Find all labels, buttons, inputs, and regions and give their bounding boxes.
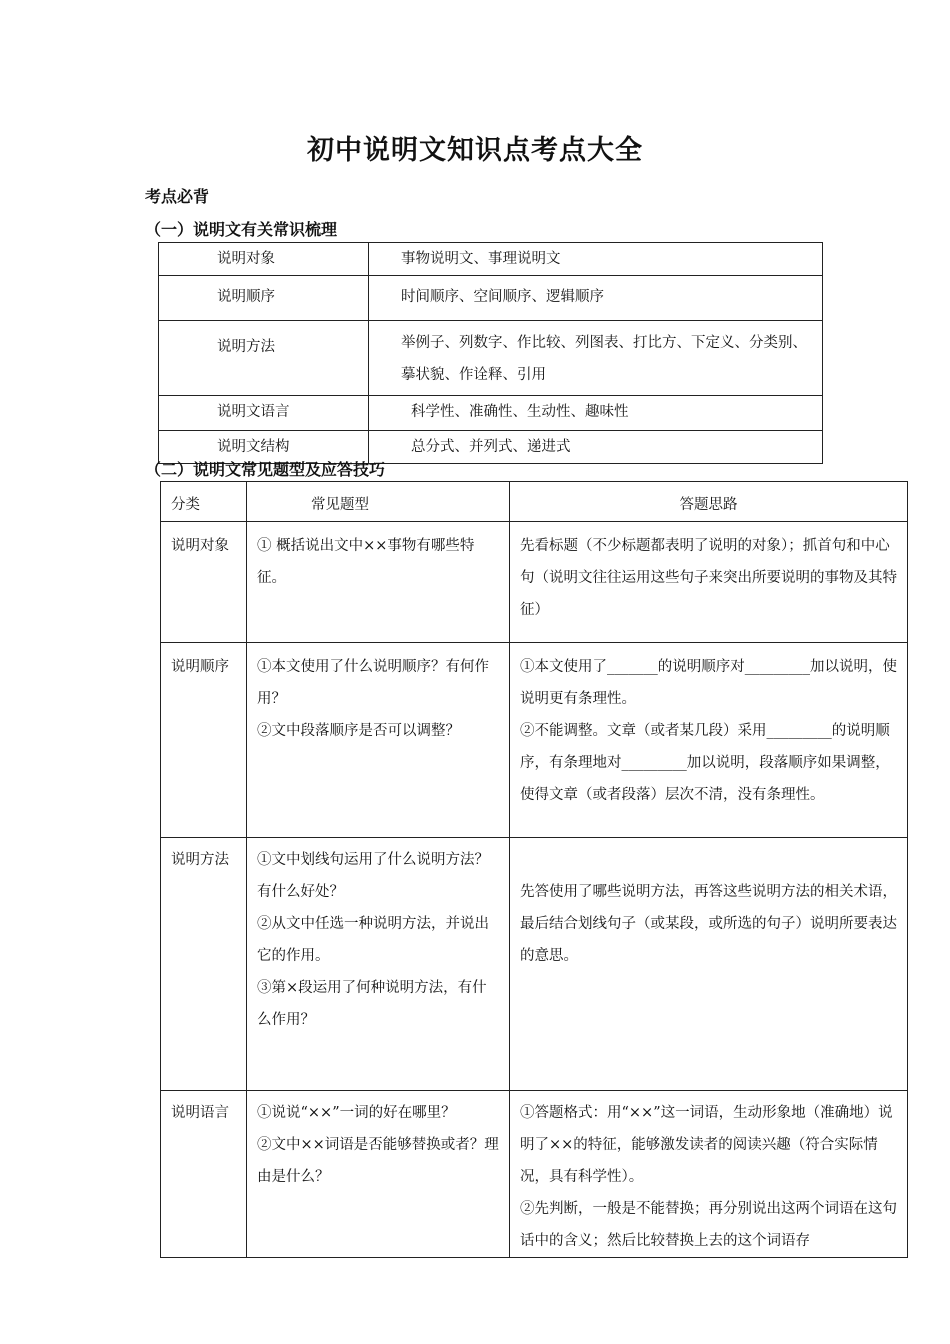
section1-heading: （一）说明文有关常识梳理 (145, 220, 338, 239)
row-category: 说明顺序 (161, 643, 247, 838)
table-row (159, 276, 823, 321)
table-row (161, 643, 908, 838)
row-category: 说明对象 (161, 522, 247, 643)
row-answers: ①答题格式：用“××”这一词语，生动形象地（准确地）说明了××的特征，能够激发读者的阅读兴趣（符合实际情况，具有科学性）。 ②先判断，一般是不能替换；再分别说出这两个词语在这句话中的含义；然后比较替换上去的这个词语存 (510, 1091, 908, 1258)
table-row (161, 522, 908, 643)
row-questions: ① 概括说出文中××事物有哪些特征。 (247, 522, 510, 643)
row-value: 事物说明文、事理说明文 (369, 243, 823, 276)
header-question-types: 常见题型 (247, 482, 510, 522)
row-answers: 先看标题（不少标题都表明了说明的对象）；抓首句和中心句（说明文往往运用这些句子来突出所要说明的事物及其特征） (510, 522, 908, 643)
row-questions: ①说说“××”一词的好在哪里？ ②文中××词语是否能够替换或者？理由是什么？ (247, 1091, 510, 1258)
row-answers: 先答使用了哪些说明方法，再答这些说明方法的相关术语，最后结合划线句子（或某段，或所选的句子）说明所要表达的意思。 (510, 838, 908, 1091)
row-value: 科学性、准确性、生动性、趣味性 (369, 396, 823, 431)
row-key: 说明方法 (159, 321, 369, 396)
table-row (159, 396, 823, 431)
row-key: 说明对象 (159, 243, 369, 276)
row-questions: ①本文使用了什么说明顺序？有何作用？ ②文中段落顺序是否可以调整？ (247, 643, 510, 838)
question-types-table (160, 481, 908, 1258)
header-answer-approach: 答题思路 (510, 482, 908, 522)
table-row (161, 1091, 908, 1258)
row-category: 说明语言 (161, 1091, 247, 1258)
row-answers: ①本文使用了_______的说明顺序对_________加以说明，使说明更有条理性。 ②不能调整。文章（或者某几段）采用_________的说明顺序，有条理地对_________加以说明，段落顺序如果调整，使得文章（或者段落）层次不清，没有条理性。 (510, 643, 908, 838)
document-title: 初中说明文知识点考点大全 (307, 135, 643, 166)
row-value: 时间顺序、空间顺序、逻辑顺序 (369, 276, 823, 321)
row-value: 举例子、列数字、作比较、列图表、打比方、下定义、分类别、 摹状貌、作诠释、引用 (369, 321, 823, 396)
table-header-row (161, 482, 908, 522)
row-value: 总分式、并列式、递进式 (369, 431, 823, 464)
row-category: 说明方法 (161, 838, 247, 1091)
section-main-heading: 考点必背 (145, 187, 210, 206)
section2-heading: （二）说明文常见题型及应答技巧 (145, 460, 386, 479)
header-category: 分类 (161, 482, 247, 522)
row-questions: ①文中划线句运用了什么说明方法？有什么好处？ ②从文中任选一种说明方法，并说出它的作用。 ③第×段运用了何种说明方法，有什么作用？ (247, 838, 510, 1091)
table-row (159, 321, 823, 396)
row-key: 说明文结构 (159, 431, 369, 464)
row-key: 说明顺序 (159, 276, 369, 321)
table-row (161, 838, 908, 1091)
knowledge-table (158, 242, 823, 464)
row-key: 说明文语言 (159, 396, 369, 431)
table-row (159, 243, 823, 276)
